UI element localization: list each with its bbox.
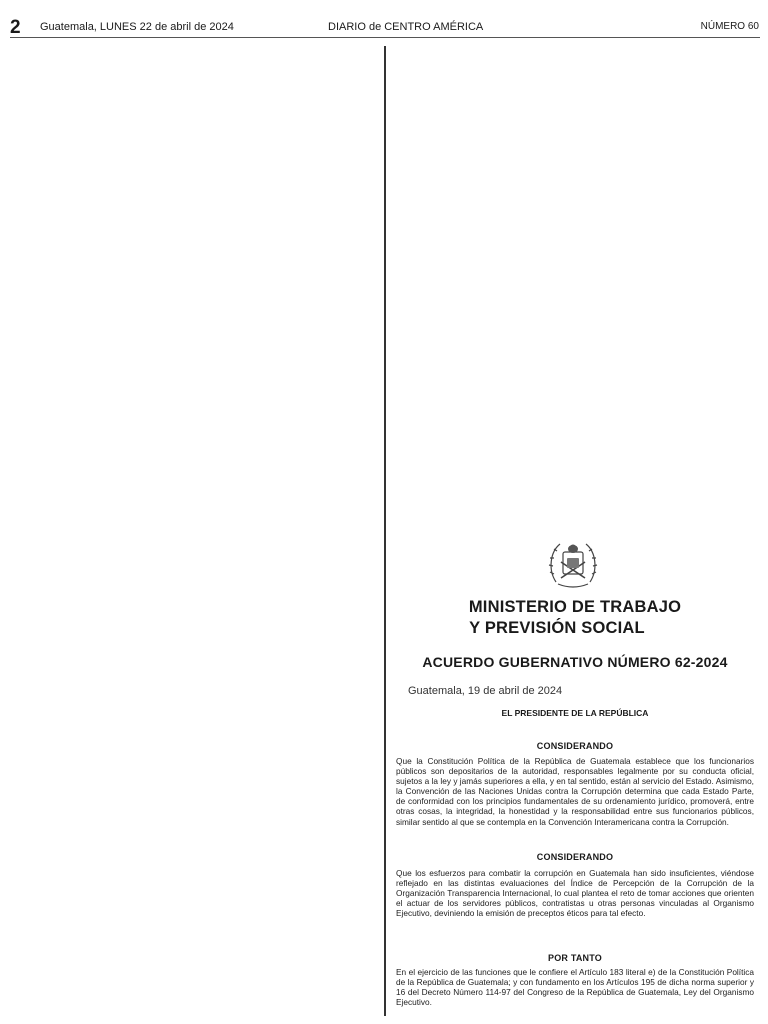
ministry-line-1: MINISTERIO DE TRABAJO xyxy=(468,598,682,616)
issue-number: NÚMERO 60 xyxy=(700,21,759,32)
considerando-1-title: CONSIDERANDO xyxy=(536,741,614,751)
considerando-1-text: Que la Constitución Política de la República de Guatemala establece que los funcionarios públicos son depositarios de la autoridad, responsables legalmente por su conducta oficial, sujetos a la ley y jamás superiores a ella, y en tal sentido, están al servicio del Estado. Asimismo, la Convención de las Naciones Unidas contra la Corrupción determina que cada Estado Parte, de conformidad con los principios fundamentales de su ordenamiento jurídico, promoverá, entre otras cosas, la integridad, la honestidad y la responsabilidad entre sus funcionarios públicos, similar sentido al que se contempla en la Convención Interamericana contra la Corrupción. xyxy=(396,756,754,827)
coat-of-arms-icon xyxy=(546,538,600,590)
por-tanto-text: En el ejercicio de las funciones que le confiere el Artículo 183 literal e) de la Constitución Política de la República de Guatemala; y con fundamento en los Artículos 195 de dicha norma superior y 16 del Decreto Número 114-97 del Congreso de la República de Guatemala, Ley del Organismo Ejecutivo. xyxy=(396,967,754,1008)
ministry-name xyxy=(396,597,754,639)
page-number: 2 xyxy=(10,17,21,38)
header-divider xyxy=(10,37,760,38)
newspaper-name: DIARIO de CENTRO AMÉRICA xyxy=(328,21,484,33)
por-tanto-title: POR TANTO xyxy=(548,953,602,963)
issuer-heading: EL PRESIDENTE DE LA REPÚBLICA xyxy=(501,708,649,718)
decree-date: Guatemala, 19 de abril de 2024 xyxy=(408,685,563,697)
decree-title: ACUERDO GUBERNATIVO NÚMERO 62-2024 xyxy=(422,654,728,670)
column-divider xyxy=(384,46,386,1016)
header-date: Guatemala, LUNES 22 de abril de 2024 xyxy=(40,21,234,33)
considerando-2-title: CONSIDERANDO xyxy=(536,852,614,862)
page-header xyxy=(0,0,768,38)
ministry-line-2: Y PREVISIÓN SOCIAL xyxy=(469,619,645,637)
considerando-2-text: Que los esfuerzos para combatir la corrupción en Guatemala han sido insuficientes, viéndose reflejado en las distintas evaluaciones del Índice de Percepción de la Corrupción de la Organización Transparencia Internacional, lo cual plantea el reto de tomar acciones que orienten el actuar de los servidores públicos, contratistas u otras personas vinculadas al Organismo Ejecutivo, deviniendo la emisión de preceptos éticos para tal efecto. xyxy=(396,868,754,919)
